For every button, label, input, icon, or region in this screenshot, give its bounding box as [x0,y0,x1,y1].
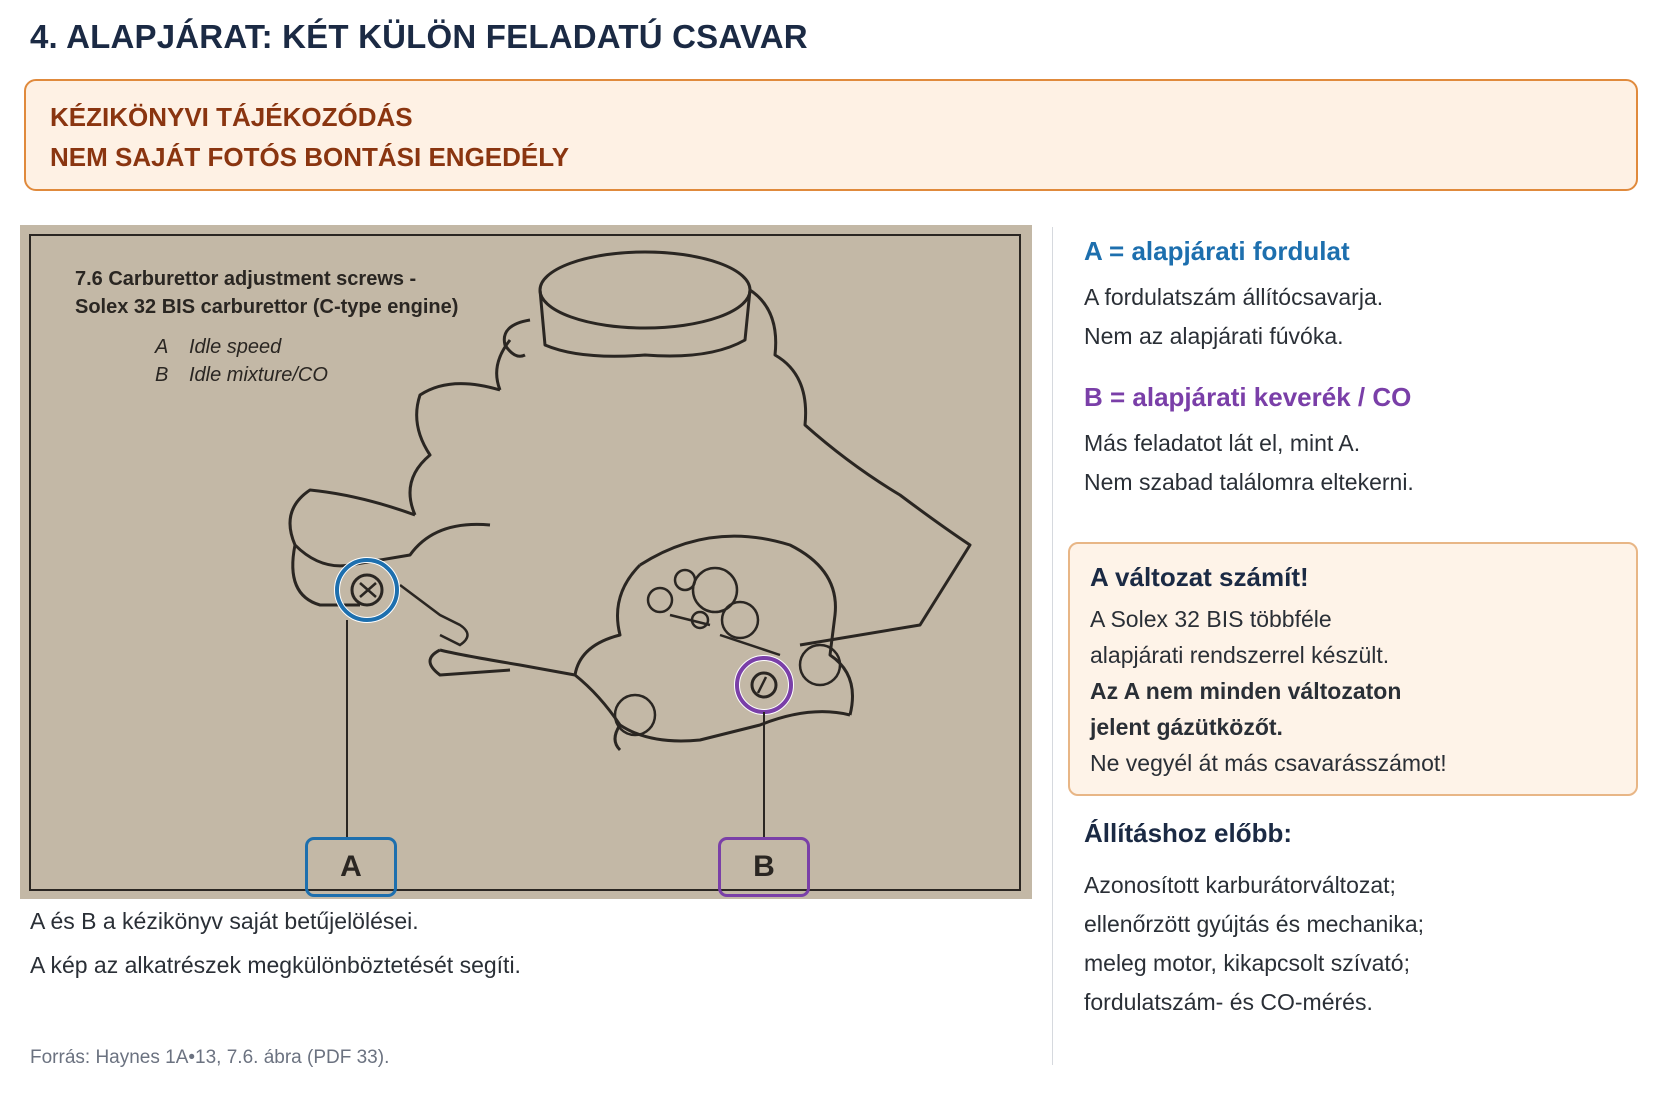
legend-key: B [155,364,169,386]
note-line-2: A kép az alkatrészek megkülönböztetését segíti. [30,952,521,978]
variant-line-3: Ne vegyél át más csavarásszámot! [1090,750,1447,776]
callout-b: B [718,837,810,897]
prep-heading: Állításhoz előbb: [1084,818,1292,848]
variant-line-1: A Solex 32 BIS többféle [1090,606,1332,632]
figure-caption [75,265,458,321]
carburettor-figure [20,225,1032,899]
page-title: 4. ALAPJÁRAT: KÉT KÜLÖN FELADATÚ CSAVAR [30,18,808,55]
legend-text: Idle speed [189,336,282,358]
variant-bold-2: jelent gázütközőt. [1090,714,1283,740]
source-line: Forrás: Haynes 1A•13, 7.6. ábra (PDF 33). [30,1047,390,1068]
b-line-2: Nem szabad találomra eltekerni. [1084,469,1414,495]
warning-line-1: KÉZIKÖNYVI TÁJÉKOZÓDÁS [50,102,413,132]
a-line-1: A fordulatszám állítócsavarja. [1084,284,1384,310]
prep-line: Azonosított karburátorváltozat; [1084,872,1396,898]
variant-callout [1068,542,1638,796]
variant-heading: A változat számít! [1090,562,1309,592]
a-line-2: Nem az alapjárati fúvóka. [1084,323,1344,349]
variant-bold-1: Az A nem minden változaton [1090,678,1402,704]
prep-line: ellenőrzött gyújtás és mechanika; [1084,911,1425,937]
legend-item-b [155,361,328,389]
legend-item-a [155,333,328,361]
column-divider [1052,227,1053,1065]
b-line-1: Más feladatot lát el, mint A. [1084,430,1361,456]
prep-line: fordulatszám- és CO-mérés. [1084,989,1373,1015]
legend-key: A [155,336,169,358]
b-heading: B = alapjárati keverék / CO [1084,382,1412,412]
callout-a: A [305,837,397,897]
a-heading: A = alapjárati fordulat [1084,236,1350,266]
prep-line: meleg motor, kikapcsolt szívató; [1084,950,1410,976]
carburettor-drawing [20,225,1032,899]
warning-line-2: NEM SAJÁT FOTÓS BONTÁSI ENGEDÉLY [50,142,570,172]
figure-caption-line-1: 7.6 Carburettor adjustment screws - [75,268,417,290]
figure-caption-line-2: Solex 32 BIS carburettor (C-type engine) [75,296,459,318]
figure-legend [155,333,328,389]
warning-banner [24,79,1638,191]
note-line-1: A és B a kézikönyv saját betűjelölései. [30,908,419,934]
legend-text: Idle mixture/CO [189,364,328,386]
variant-line-2: alapjárati rendszerrel készült. [1090,642,1390,668]
